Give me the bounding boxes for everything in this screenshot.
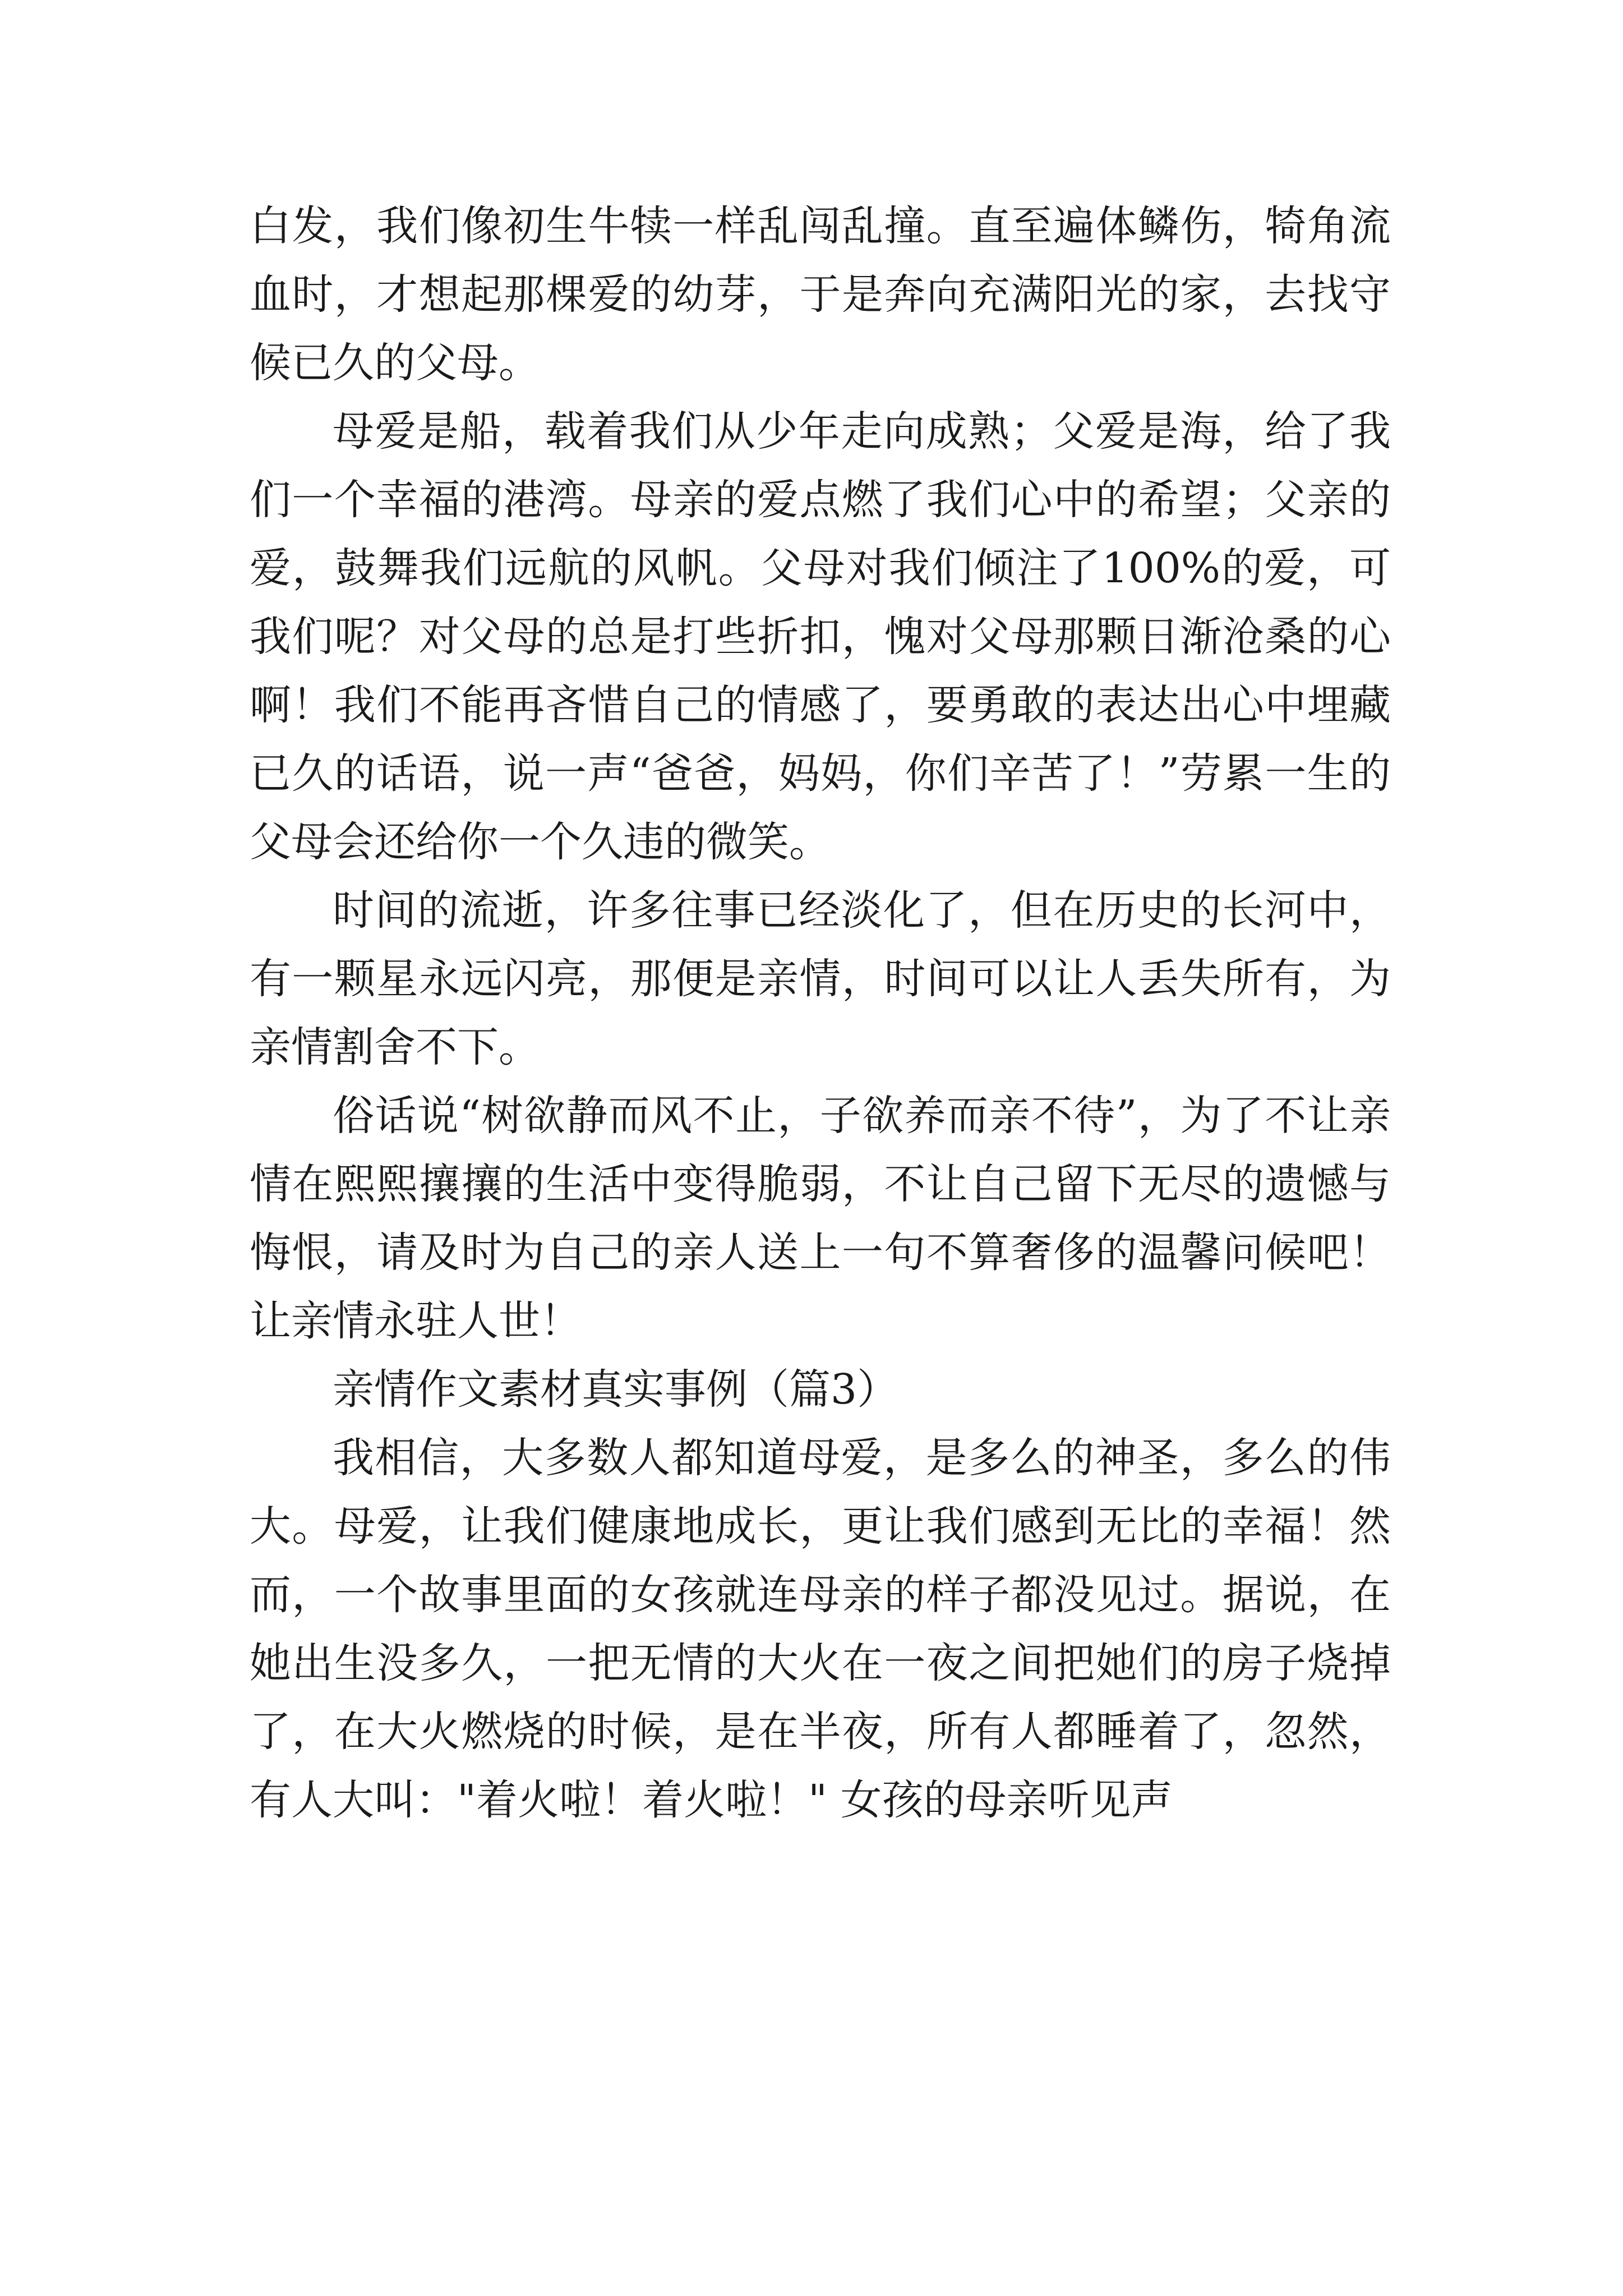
paragraph-parental-love: 母爱是船，载着我们从少年走向成熟；父爱是海，给了我们一个幸福的港湾。母亲的爱点燃了我们心中的希望；父亲的爱，鼓舞我们远航的风帆。父母对我们倾注了100%的爱，可我们呢？对父母的总是打些折扣，愧对父母那颗日渐沧桑的心啊！我们不能再吝惜自己的情感了，要勇敢的表达出心中埋藏已久的话语，说一声“爸爸，妈妈，你们辛苦了！”劳累一生的父母会还给你一个久违的微笑。 [250, 407, 1391, 866]
paragraph-continued: 白发，我们像初生牛犊一样乱闯乱撞。直至遍体鳞伤，犄角流血时，才想起那棵爱的幼芽，于是奔向充满阳光的家，去找守候已久的父母。 [250, 202, 1391, 387]
paragraph-story: 我相信，大多数人都知道母爱，是多么的神圣，多么的伟大。母爱，让我们健康地成长，更让我们感到无比的幸福！然而，一个故事里面的女孩就连母亲的样子都没见过。据说，在她出生没多久，一把无情的大火在一夜之间把她们的房子烧掉了，在大火燃烧的时候，是在半夜，所有人都睡着了，忽然，有人大叫："着火啦！着火啦！" 女孩的母亲听见声 [250, 1434, 1391, 1824]
paragraph-time-passing: 时间的流逝，许多往事已经淡化了，但在历史的长河中，有一颗星永远闪亮，那便是亲情，时间可以让人丢失所有，为亲情割舍不下。 [250, 886, 1391, 1071]
document-body [250, 192, 1391, 1834]
section-heading: 亲情作文素材真实事例（篇3） [333, 1365, 899, 1414]
paragraph-proverb: 俗话说“树欲静而风不止，子欲养而亲不待”，为了不让亲情在熙熙攘攘的生活中变得脆弱，不让自己留下无尽的遗憾与悔恨，请及时为自己的亲人送上一句不算奢侈的温馨问候吧！让亲情永驻人世！ [250, 1092, 1391, 1345]
